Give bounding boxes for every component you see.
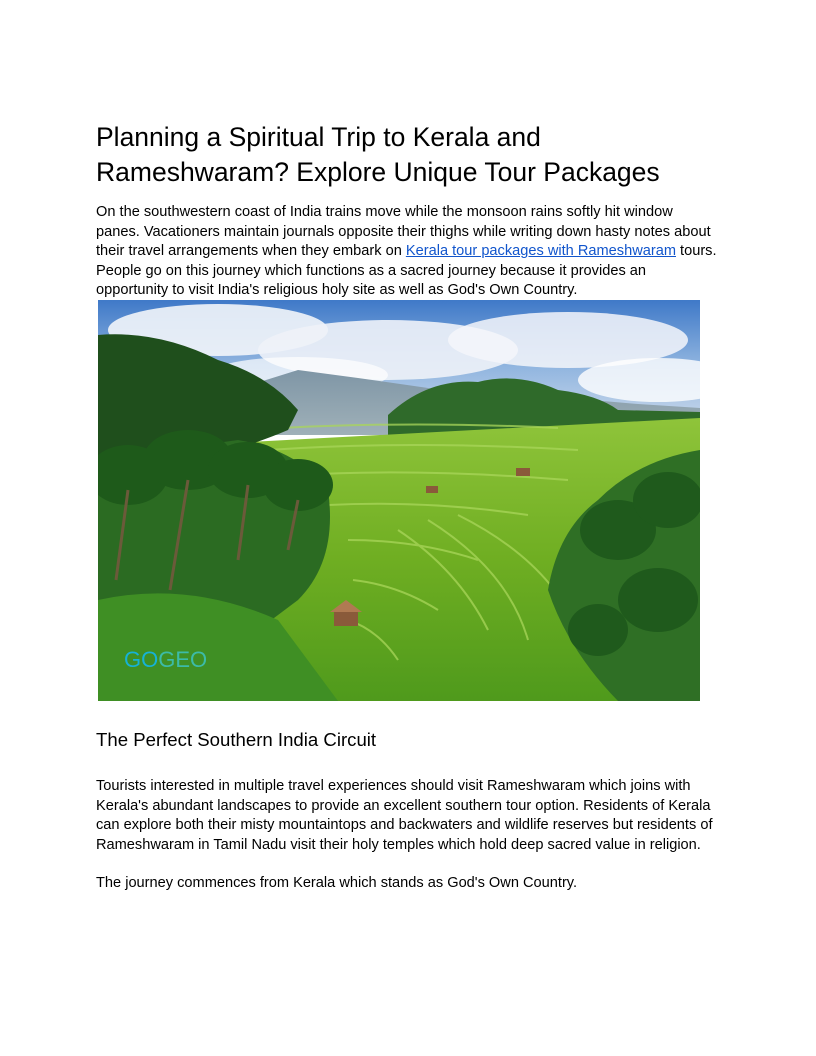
intro-line-1: On the southwestern coast of India trains move while the monsoon rains softly hit window — [96, 204, 673, 220]
section-paragraph — [96, 777, 736, 855]
page-title — [96, 120, 720, 190]
section-line-2: Kerala's abundant landscapes to provide an excellent southern tour option. Residents of Kerala — [96, 797, 711, 814]
rice-terrace-illustration — [98, 300, 700, 701]
closing-paragraph: The journey commences from Kerala which stands as God's Own Country. — [96, 875, 578, 891]
intro-line-5: opportunity to visit India's religious holy site as well as God's Own Country. — [96, 282, 578, 298]
intro-line-3-text: their travel arrangements when they embark on — [96, 243, 406, 259]
title-line-1: Planning a Spiritual Trip to Kerala and — [96, 122, 541, 152]
title-line-2: Rameshwaram? Explore Unique Tour Packages — [96, 157, 660, 187]
intro-paragraph — [96, 203, 720, 301]
section-line-4: Rameshwaram in Tamil Nadu visit their holy temples which hold deep sacred value in religion. — [96, 836, 701, 853]
intro-line-3 — [96, 242, 720, 262]
logo-geo: GEO — [158, 647, 208, 672]
section-line-3: can explore both their misty mountaintops and backwaters and wildlife reserves but residents of — [96, 817, 713, 833]
gogeo-logo — [124, 647, 207, 672]
logo-go: GO — [124, 647, 159, 672]
document-page — [96, 120, 720, 301]
intro-line-2: panes. Vacationers maintain journals opposite their thighs while writing down hasty notes about — [96, 223, 711, 240]
intro-line-4: People go on this journey which functions as a sacred journey because it provides an — [96, 262, 647, 279]
intro-line-3-tail: tours. — [675, 243, 717, 259]
section-heading: The Perfect Southern India Circuit — [96, 729, 377, 750]
kerala-tour-packages-link[interactable]: Kerala tour packages with Rameshwaram — [405, 243, 676, 259]
section-line-1: Tourists interested in multiple travel experiences should visit Rameshwaram which joins with — [96, 778, 691, 794]
rice-terrace-photo — [98, 300, 700, 701]
